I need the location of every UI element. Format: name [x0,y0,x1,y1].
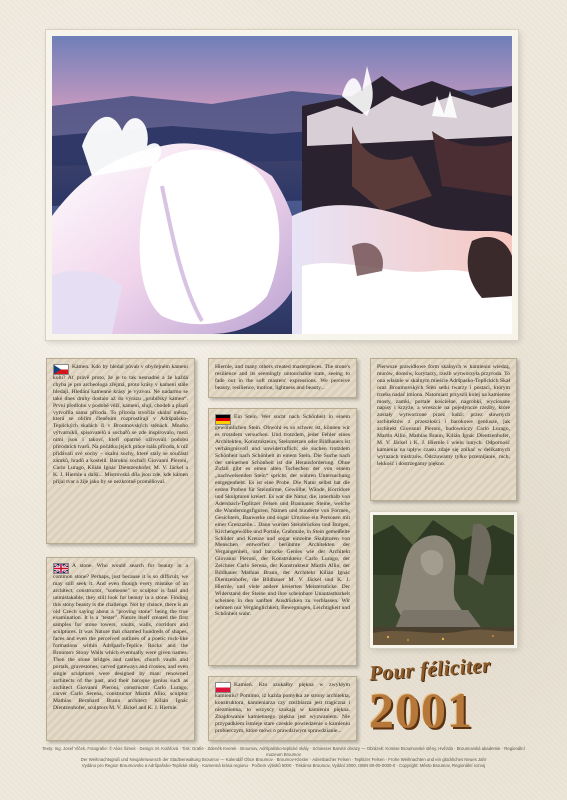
polish-text-panel-2 [208,676,357,741]
german-text: Ein Stein. Wer sucht nach Schönheit in einem gewöhnlichen Stein. Obwohl es so schwer ist, können wir es trotzdem versuchen. Und trotzdem, jeder Fehler eines Architekten, Konstrukteurs, Steinmetzen oder Bildhauers ist verhängnisvoll und unwiderruflich; sie suchen trotzdem Schönheit nach Schönheit in einem Stein. Die Suche nach der steinernen Schönheit ist die Herausforderung. Ohne Zufall gibt es einen alten Tschechen der von einem „nachweisenden Stein“ spricht, der wahren Untersuchung entgegenhebt. Es ist eine Probe. Die Natur selbst hat die ersten Proben für Steintürme, Gewölbe, Wände, Korridore und Skulpturen kreiert. Es war die Natur, die, innerhalb von Adersbach-Teplitzer Felsen und Braunauer Steine, welche die Wanderungsfiguren, Namen und hunderte von Formen, Gesichtern, Bauwerke und sogar Umrisse ein Personen mit einer Grenzzeile... Dann wurden Steinbrücken und Burgen, Kirchengewölbe und Portale, Grabmale, in Stein gemeißelte Schilder und Kreuze und sogar einzelne Skulpturen von Menschen entworfen: berühmte Architekten der Vergangenheit, und barocke Genies wie der Architekt Giovanni Pieroni, der Konstrukteur Carlo Lurago, der Zeichner Carlo Serena, der Konstrukteur Martin Allio, der Bildhauer Mathias Braun, der Architekt Kilián Ignác Dientzenhofer, die Bildhauer M. V. Jäckel und K. J. Hiernle, und viele andere kreierten Meisterstücke. Der Widerstand der Steine und ihre scheinbare Unantastbarkeit scheinen in den sanften Ausdrücken zu verblassen. Wir nehmen nur Vergänglichkeit, Bewegungen, Leichtigkeit und Schönheit wahr. [215,414,350,618]
snowy-rocks-photo [52,36,512,334]
german-text-panel [208,408,357,666]
polish-text-panel-1 [370,358,517,501]
photo-illustration [52,36,512,334]
czech-text-1: Kámen. Kdo by hledal půvab v obyčejném kameni kolu? Ať právě proto, že je to tak nesnadné a že každá chyba je pro archeologa zřejmá, proto krásy v kameni stále hledají. Hledání kamenné krásy je výzvou. Ne nadarmo se také dnes druhy dostalo až do výrazu „prubířský kámen“. První předlohu v podobě věží, kamení, slují, chodeb a plazů vytvořila sama příroda. To příroda stvořila skalní města, která se obřím členěním rozprostírají v Adršpašsko-Teplických skalách či v Broumovských stěnách. Mnoho výtvarníků, spisovatelů a sochařů se zde inspirovalo, mezi nimi jsou i takoví, kteří opatrně oživovali podobu přírodních tvarů. Na počátku jejich práce stála příroda, k níž přidávali své sochy – skalní sochy, které staly se součástí zámků, hradů a kostelů. Barokní sochaři Giovanni Pieroni, Carlo Lurago, Kilián Ignác Dientzenhofer, M. V. Jäckel a K. J. Hiernle a další... Mistrovská díla jsou zde, kde kámen přijal tvar a žije jako by se nezkrotně proměňoval. [53,364,188,485]
english-text-panel-2 [208,358,357,398]
uk-flag-icon [53,563,69,574]
czech-text-panel-1 [46,358,195,544]
footer-line-2: Der Weihnachtsgruß und Neujahrswunsch der Stadtverwaltung Broumov — Kalendář Obce Broumov · Broumov-Kloster · Adersbacher Felsen · Teplitzer Felsen · Frohe Weihnachten und ein glückliches Neues Jahr [80,757,487,763]
greeting-year: 2001 [369,682,473,738]
sculpture-illustration [373,515,514,645]
german-flag-icon [215,414,231,425]
sculpture-photo-frame [370,512,517,648]
polish-flag-icon [215,682,231,693]
footer-line-1: Texty: Ing. Josef Vlček, Fotografie: © Alois Šimek · Design: M. Kolářová · Tisk: Grafie · Zdeněk Kverek · Broumov, Adršpašsko-teplické skály · Schiesser Barvité obrazy — Obrázek: Komise Broumovské stěny, Hvězda · Broumovská akademie · Regionální muzeum Broumov [42,746,525,757]
polish-text-1: Pierwsze prawidłowe form skalnych w kamieniu wiedzą, murów, domów, korytarzy, rzeźb wytworzyła przyroda. To ona właśnie w skalnym mieście Adršpasko-Teplickich Skał oraz Broumovských Stěn setki twarzy i postaci, którym trzeba nadać imiona. Natomiast przyszli kolej na kamienne mosty, zamki, portale kościelne, nagrobki, wyciosane napisy i krzyże, a wreszcie na pojedyncze rzeźby, które zostały wytworzone przez ludzi: przez sławnych architektów z przeszłości i barokowe geniusze, jak architekt Giovanni Pieroni, budowniczy Carlo Lurago, Martin Allio, Mathias Braun, Kilián Ignác Dientzenhofer, M. V. Jäckel i K. J. Hiernle i wielu innych. Odporność kamienia na upływ czasu zdaje się znikać w delikatnych wyrazach mistrzów. Odczuwamy tylko przemijanie, ruch, lekkość i dostrzegamy piękno. [377,364,510,467]
czech-flag-icon [53,364,69,375]
greeting-line: Pour féliciter [368,652,492,686]
photo-frame [46,30,518,340]
sculpture-photo [373,515,514,645]
footer-line-3: Vydáno pro Region Broumovsko a Adršpašsko-Teplické skály · Kamenná krása regionu · Počtem výtisků 5000 · Tiskárna Broumov, Vydání 2000, ISBN 80-00-0000-0 · Copyright: Město Broumov, Regionální rozvoj [81,762,486,768]
footer-credits [40,746,527,768]
polish-text-2: Kamień. Kto szukałby piękna w zwykłym kamieniu? Pomimo, iż każda pomyłka ze strony architekta, konstruktora, kamieniarza czy rzeźbiarza jest tragiczna i niezmienna, to wszyscy szukają w kamieniu piękna. Znajdowanie kamiennego piękna jest wyzwaniem. Nie przypadkiem istnieje stare czeskie powiedzenie o kamieniu probierczym, które mówi o prawdziwym sprawdzianie... [215,682,350,734]
pour-feliciter-greeting [367,652,527,745]
english-text-2: Hiernle, and many others created masterpieces. The stone's resilience and its seemingly untouchable state, seeing to fade out in the soft masters' expressions. We perceive beauty, resilience, motion, lightness and beauty... [215,364,350,391]
english-text-1: A stone. Who would search for beauty in a common stone? Perhaps, just because it is so difficult, we may still seek it. And even though every mistake of an architect, constructor, "someone" or sculptor is fatal and unmistakable, they still look for beauty in a stone. Finding this stony beauty is the challenge. Not by chance, there is an old Czech saying about a "proving stone" being the true examination. It is a "tester". Nature itself created the first samples for stone towers, vaults, walls, corridors and sculptures. It was Nature that charmed hundreds of shapes, faces and even the perceived outlines of a poetic rock-like formations within Adršpach-Teplice Rocks and the Broumov Stony Walls which eventually were given names. Then the stone bridges and castles, church vaults and portals, gravestones, carved gateways and crosses, and even single sculptures were designed by man: renowned architects of the past, and their baroque genius such as architect Giovanni Pieroni, constructor Carlo Lurago, carver Carlo Serena, constructor Martin Allio, sculptor Mathias Bernhard Braun architect Kilián Ignác Dientzenhofer, sculptors M. V. Jäckel and K. J. Hiernle. [53,563,188,712]
english-text-panel-1 [46,557,195,741]
